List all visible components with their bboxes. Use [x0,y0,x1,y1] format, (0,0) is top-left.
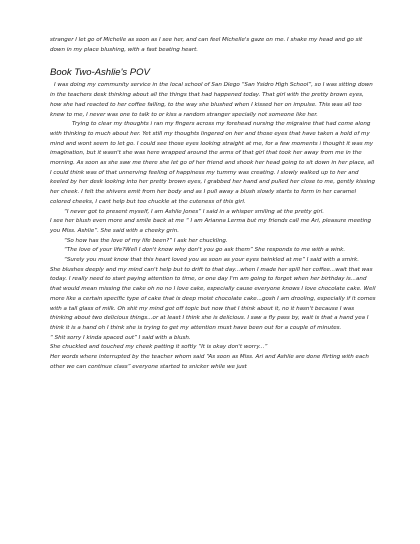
paragraph: Trying to clear my thoughts i ran my fingers across my forehead nursing the migraine that had come along with thinking to much about her. Yet still my thoughts lingered on her and those eyes that have taken a hold of my mind and wont seem to let go. I could see those eyes looking straight at me, for a few moments i thought it was my imagination, but it wasn't she was here wrapped around the arms of that girl that took her away from me in the morning. As soon as she saw me there she let go of her friend and shook her head going to sit down in her place, all I could think was of that unnerving feeling of happiness my tummy was creating. I slowly walked up to her and keeled by her desk looking into her pretty brown eyes, I grabbed her hand and pulled her close to me, gently kissing her cheek. I felt the shivers emit from her body and as I pull away a blush slowly starts to form in her caramel colored cheeks, I cant help but too chuckle at the cuteness of this girl. [50,121,376,205]
paragraph: Her words where interrupted by the teacher whom said “As soon as Miss. Ari and Ashlie are done flirting with each other we can continue class” everyone started to snicker while we just [50,354,369,370]
paragraph: “So how has the love of my life been?” I ask her chuckling. [64,237,228,244]
paragraph: She chuckled and touched my cheek patting it softly “It is okay don't worry...” [50,344,268,351]
paragraph-continuation: stranger I let go of Michelle as soon as I see her, and can feel Michelle's gaze on me. I shake my head and go sit down in my place blushing, with a fast beating heart. [50,37,363,53]
paragraph: “ Shit sorry I kinda spaced out” I said with a blush. [50,334,191,341]
paragraph: “The love of your life?Well I don't know why don't you go ask them” She responds to me with a wink. [64,247,346,254]
paragraph: She blushes deeply and my mind can't help but to drift to that day...when I made her spill her coffee...wait that was today. I really need to start paying attention to time, or one day I'm am going to forget when her birthday is...and that would mean missing the cake oh no no I love cake, especially cause everyone knows I love chocolate cake. Well more like a certain specific type of cake that is deep moist chocolate cake...gosh I am drooling, especially if it comes with a tall glass of milk. Oh shit my mind got off topic but now that I think about it, no it hasn't because I was thinking about two delicious things...or at least I think she is delicious. I saw a fly pass by, wait is that a hand yea I think it is a hand oh I think she is trying to get my attention must have been out for a couple of minutes. [50,266,376,331]
paragraph: I see her blush even more and smile back at me “ I am Arianna Lerma but my friends call me Ari, pleasure meeting you Miss. Ashlie”. She said with a cheeky grin. [50,218,372,234]
paragraph: I was doing my community service in the local school of San Diego “San Ysidro High School”, so I was sitting down in the teachers desk thinking about all the things that had happened today. That girl with the pretty brown eyes, how she had reacted to her coffee falling, to the way she blushed when I kissed her on impulse. This was all too knew to me, I never was one to talk to or kiss a random stranger specially not someone like her. [50,82,373,118]
chapter-heading: Book Two-Ashlie's POV [50,67,150,79]
paragraph: “Surely you must know that this heart loved you as soon as your eyes twinkled at me” I said with a smirk. [64,257,360,264]
paragraph: “I never got to present myself, I am Ashlie Jones” I said in a whisper smiling at the pretty girl. [64,208,325,215]
